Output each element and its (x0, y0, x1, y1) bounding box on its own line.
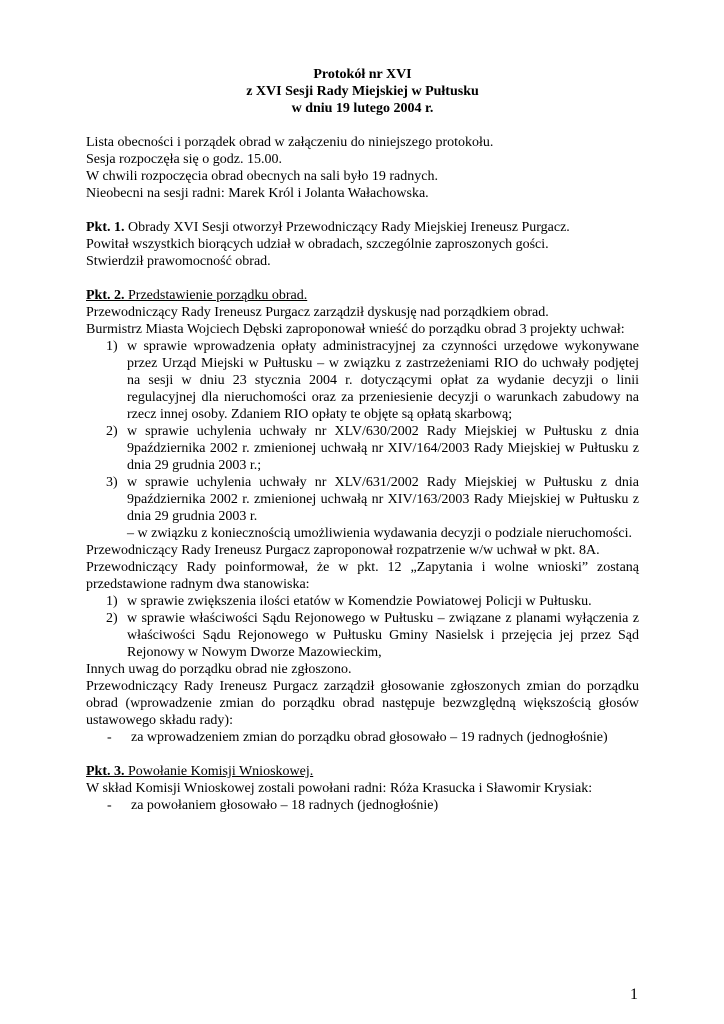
pkt2-label: Pkt. 2. (86, 288, 125, 303)
intro-line: Nieobecni na sesji radni: Marek Król i Jolanta Wałachowska. (86, 186, 429, 201)
pkt1-label: Pkt. 1. (86, 220, 125, 235)
pkt2-paragraph: Przewodniczący Rady Ireneusz Purgacz zarządził dyskusję nad porządkiem obrad. (86, 305, 549, 320)
document-page (86, 66, 639, 814)
list-item-number: 3) (106, 475, 118, 490)
pkt1-line: Powitał wszystkich biorących udział w obradach, szczególnie zaproszonych gości. (86, 237, 549, 252)
pkt3-section (86, 763, 639, 814)
list-item-text: w sprawie wprowadzenia opłaty administracyjnej za czynności urzędowe wykonywane przez Urząd Miejski w Pułtusku – w związku z zastrzeżeniami RIO do uchwały podjętej na sesji w dniu 23 stycznia 2004 r. dotyczącymi opłat za wydanie decyzji o linii regulacyjnej dla nieruchomości oraz za przeniesienie decyzji o warunkach zabudowy na rzecz innej osoby. Zdaniem RIO opłaty te objęte są opłatą skarbową; (127, 339, 639, 422)
pkt2-paragraph: Burmistrz Miasta Wojciech Dębski zaproponował wnieść do porządku obrad 3 projekty uchwał: (86, 322, 625, 337)
title-line-3: w dniu 19 lutego 2004 r. (291, 101, 434, 116)
list-item (86, 423, 639, 474)
vote-item (86, 729, 639, 746)
pkt2-subnote: – w związku z koniecznością umożliwienia wydawania decyzji o podziale nieruchomości. (127, 526, 632, 541)
dash-bullet: - (107, 798, 112, 813)
pkt1-section (86, 219, 639, 270)
intro-line: W chwili rozpoczęcia obrad obecnych na sali było 19 radnych. (86, 169, 438, 184)
intro-section (86, 134, 639, 202)
title-line-1: Protokół nr XVI (313, 67, 412, 82)
list-item (86, 593, 639, 610)
pkt2-paragraph: Innych uwag do porządku obrad nie zgłoszono. (86, 662, 352, 677)
pkt1-line: Stwierdził prawomocność obrad. (86, 254, 271, 269)
intro-line: Lista obecności i porządek obrad w załączeniu do niniejszego protokołu. (86, 135, 494, 150)
pkt2-paragraph: Przewodniczący Rady poinformował, że w pkt. 12 „Zapytania i wolne wnioski” zostaną przedstawione radnym dwa stanowiska: (86, 560, 639, 592)
positions-list (86, 593, 639, 661)
pkt2-title: Przedstawienie porządku obrad. (124, 288, 308, 303)
list-item-text: w sprawie uchylenia uchwały nr XLV/630/2002 Rady Miejskiej w Pułtusku z dnia 9października 2002 r. zmienionej uchwałą nr XIV/164/2003 Rady Miejskiej w Pułtusku z dnia 29 grudnia 2003 r.; (127, 424, 639, 473)
list-item (86, 338, 639, 423)
list-item-text: w sprawie właściwości Sądu Rejonowego w Pułtusku – związane z planami wyłączenia z właściwości Sądu Rejonowego w Pułtusku Gminy Nasielsk i przejęcia jej przez Sąd Rejonowy w Nowym Dworze Mazowieckim, (127, 611, 639, 660)
list-item-number: 1) (106, 339, 118, 354)
list-item-number: 2) (106, 424, 118, 439)
vote-text: za wprowadzeniem zmian do porządku obrad głosowało – 19 radnych (jednogłośnie) (131, 730, 608, 745)
list-item-number: 1) (106, 594, 118, 609)
intro-line: Sesja rozpoczęła się o godz. 15.00. (86, 152, 282, 167)
page-number: 1 (630, 986, 638, 1003)
pkt1-first-line (86, 219, 639, 236)
vote-list (86, 797, 639, 814)
pkt2-paragraph: Przewodniczący Rady Ireneusz Purgacz zarządził głosowanie zgłoszonych zmian do porządku obrad (wprowadzenie zmian do porządku obrad następuje bezwzględną większością głosów ustawowego składu rady): (86, 679, 639, 728)
pkt2-section (86, 287, 639, 746)
list-item-text: w sprawie zwiększenia ilości etatów w Komendzie Powiatowej Policji w Pułtusku. (127, 594, 592, 609)
list-item (86, 610, 639, 661)
title-line-2: z XVI Sesji Rady Miejskiej w Pułtusku (246, 84, 479, 99)
document-title (86, 66, 639, 117)
resolution-list (86, 338, 639, 525)
pkt3-heading (86, 763, 639, 780)
pkt2-heading (86, 287, 639, 304)
pkt3-label: Pkt. 3. (86, 764, 125, 779)
pkt3-paragraph: W skład Komisji Wnioskowej zostali powołani radni: Róża Krasucka i Sławomir Krysiak: (86, 781, 593, 796)
pkt2-paragraph: Przewodniczący Rady Ireneusz Purgacz zaproponował rozpatrzenie w/w uchwał w pkt. 8A. (86, 543, 600, 558)
vote-text: za powołaniem głosowało – 18 radnych (jednogłośnie) (131, 798, 439, 813)
list-item (86, 474, 639, 525)
vote-list (86, 729, 639, 746)
vote-item (86, 797, 639, 814)
dash-bullet: - (107, 730, 112, 745)
list-item-number: 2) (106, 611, 118, 626)
pkt3-title: Powołanie Komisji Wnioskowej. (124, 764, 314, 779)
pkt1-text: Obrady XVI Sesji otworzył Przewodniczący Rady Miejskiej Ireneusz Purgacz. (124, 220, 570, 235)
list-item-text: w sprawie uchylenia uchwały nr XLV/631/2002 Rady Miejskiej w Pułtusku z dnia 9października 2002 r. zmienionej uchwałą nr XIV/163/2003 Rady Miejskiej w Pułtusku z dnia 29 grudnia 2003 r. (127, 475, 639, 524)
